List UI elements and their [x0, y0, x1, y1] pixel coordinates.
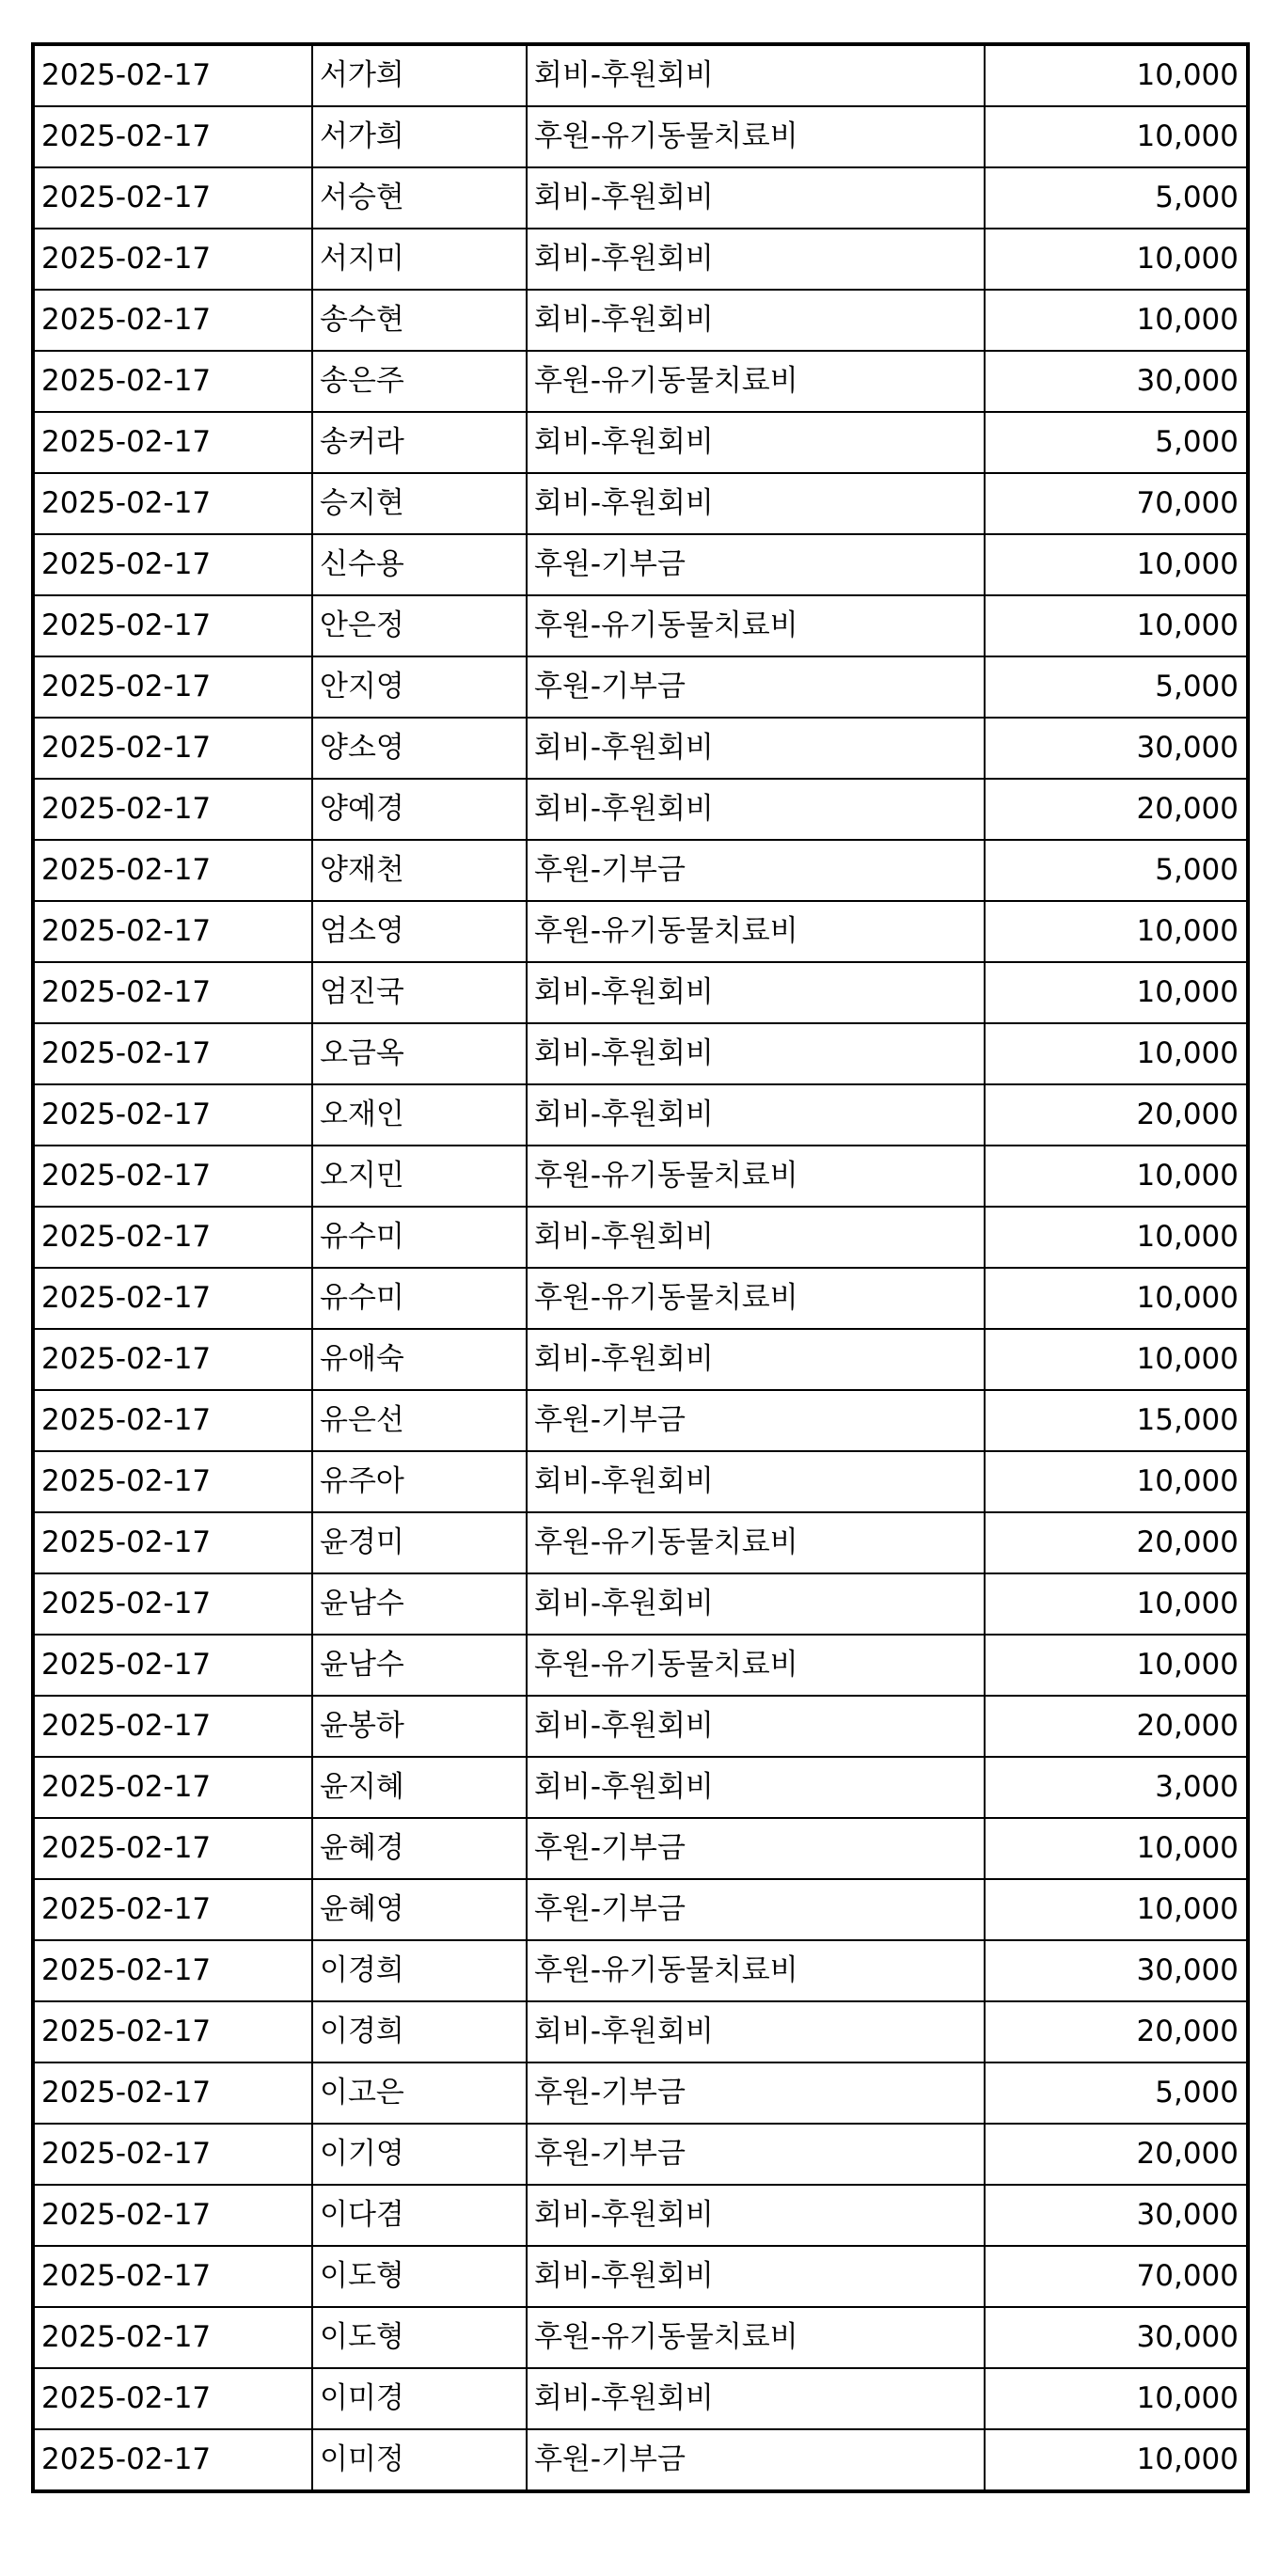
amount-cell: 15,000 [985, 1390, 1248, 1451]
amount-cell: 10,000 [985, 901, 1248, 962]
donor-name-cell: 양예경 [312, 779, 527, 840]
date-cell: 2025-02-17 [33, 1573, 312, 1635]
table-row [33, 1207, 1248, 1268]
category-cell: 회비-후원회비 [527, 1573, 985, 1635]
category-cell: 회비-후원회비 [527, 1329, 985, 1390]
amount-cell: 20,000 [985, 779, 1248, 840]
category-cell: 회비-후원회비 [527, 962, 985, 1023]
category-cell: 후원-기부금 [527, 2062, 985, 2124]
amount-cell: 5,000 [985, 2062, 1248, 2124]
date-cell: 2025-02-17 [33, 2368, 312, 2429]
category-cell: 회비-후원회비 [527, 1696, 985, 1757]
category-cell: 후원-기부금 [527, 1879, 985, 1940]
donor-name-cell: 이경희 [312, 2001, 527, 2062]
donor-name-cell: 윤혜경 [312, 1818, 527, 1879]
amount-cell: 10,000 [985, 1023, 1248, 1084]
date-cell: 2025-02-17 [33, 1696, 312, 1757]
category-cell: 회비-후원회비 [527, 2001, 985, 2062]
donor-name-cell: 서가희 [312, 44, 527, 106]
date-cell: 2025-02-17 [33, 1451, 312, 1512]
date-cell: 2025-02-17 [33, 44, 312, 106]
amount-cell: 10,000 [985, 1879, 1248, 1940]
donor-name-cell: 송은주 [312, 351, 527, 412]
date-cell: 2025-02-17 [33, 718, 312, 779]
donor-name-cell: 서가희 [312, 106, 527, 167]
amount-cell: 20,000 [985, 2124, 1248, 2185]
donor-name-cell: 엄진국 [312, 962, 527, 1023]
donor-name-cell: 유은선 [312, 1390, 527, 1451]
donor-name-cell: 오재인 [312, 1084, 527, 1146]
table-row [33, 1146, 1248, 1207]
table-row [33, 2307, 1248, 2368]
donor-name-cell: 윤남수 [312, 1635, 527, 1696]
date-cell: 2025-02-17 [33, 229, 312, 290]
amount-cell: 70,000 [985, 473, 1248, 534]
amount-cell: 10,000 [985, 1818, 1248, 1879]
table-row [33, 412, 1248, 473]
amount-cell: 3,000 [985, 1757, 1248, 1818]
table-row [33, 1329, 1248, 1390]
category-cell: 후원-기부금 [527, 840, 985, 901]
date-cell: 2025-02-17 [33, 1512, 312, 1573]
donor-name-cell: 윤남수 [312, 1573, 527, 1635]
category-cell: 회비-후원회비 [527, 2368, 985, 2429]
donation-ledger-table [31, 42, 1250, 2493]
table-row [33, 2429, 1248, 2491]
date-cell: 2025-02-17 [33, 595, 312, 656]
category-cell: 후원-유기동물치료비 [527, 1940, 985, 2001]
category-cell: 회비-후원회비 [527, 1084, 985, 1146]
category-cell: 후원-기부금 [527, 656, 985, 718]
date-cell: 2025-02-17 [33, 1146, 312, 1207]
category-cell: 후원-유기동물치료비 [527, 1146, 985, 1207]
category-cell: 후원-유기동물치료비 [527, 595, 985, 656]
donor-name-cell: 이다겸 [312, 2185, 527, 2246]
amount-cell: 10,000 [985, 2368, 1248, 2429]
amount-cell: 20,000 [985, 1512, 1248, 1573]
amount-cell: 10,000 [985, 2429, 1248, 2491]
category-cell: 후원-유기동물치료비 [527, 1268, 985, 1329]
donor-name-cell: 승지현 [312, 473, 527, 534]
table-row [33, 44, 1248, 106]
donor-name-cell: 이도형 [312, 2246, 527, 2307]
date-cell: 2025-02-17 [33, 656, 312, 718]
table-row [33, 106, 1248, 167]
date-cell: 2025-02-17 [33, 290, 312, 351]
donor-name-cell: 유수미 [312, 1268, 527, 1329]
table-row [33, 2001, 1248, 2062]
category-cell: 후원-유기동물치료비 [527, 351, 985, 412]
donor-name-cell: 이경희 [312, 1940, 527, 2001]
category-cell: 후원-유기동물치료비 [527, 1635, 985, 1696]
table-row [33, 595, 1248, 656]
category-cell: 후원-유기동물치료비 [527, 2307, 985, 2368]
donor-name-cell: 이도형 [312, 2307, 527, 2368]
amount-cell: 20,000 [985, 2001, 1248, 2062]
donor-name-cell: 엄소영 [312, 901, 527, 962]
donor-name-cell: 안은정 [312, 595, 527, 656]
table-row [33, 1818, 1248, 1879]
date-cell: 2025-02-17 [33, 473, 312, 534]
category-cell: 회비-후원회비 [527, 1023, 985, 1084]
donor-name-cell: 이미경 [312, 2368, 527, 2429]
date-cell: 2025-02-17 [33, 2185, 312, 2246]
date-cell: 2025-02-17 [33, 1635, 312, 1696]
donor-name-cell: 윤혜영 [312, 1879, 527, 1940]
table-row [33, 473, 1248, 534]
amount-cell: 10,000 [985, 1635, 1248, 1696]
amount-cell: 30,000 [985, 2307, 1248, 2368]
date-cell: 2025-02-17 [33, 1023, 312, 1084]
date-cell: 2025-02-17 [33, 1879, 312, 1940]
date-cell: 2025-02-17 [33, 1268, 312, 1329]
table-row [33, 1023, 1248, 1084]
date-cell: 2025-02-17 [33, 2062, 312, 2124]
amount-cell: 10,000 [985, 595, 1248, 656]
date-cell: 2025-02-17 [33, 1757, 312, 1818]
date-cell: 2025-02-17 [33, 1207, 312, 1268]
category-cell: 회비-후원회비 [527, 229, 985, 290]
donor-name-cell: 이고은 [312, 2062, 527, 2124]
category-cell: 회비-후원회비 [527, 167, 985, 229]
ledger-body [33, 44, 1248, 2491]
amount-cell: 30,000 [985, 1940, 1248, 2001]
amount-cell: 10,000 [985, 1207, 1248, 1268]
category-cell: 회비-후원회비 [527, 473, 985, 534]
table-row [33, 1696, 1248, 1757]
table-row [33, 2062, 1248, 2124]
donor-name-cell: 이기영 [312, 2124, 527, 2185]
table-row [33, 1879, 1248, 1940]
category-cell: 후원-기부금 [527, 1390, 985, 1451]
category-cell: 회비-후원회비 [527, 412, 985, 473]
amount-cell: 10,000 [985, 290, 1248, 351]
date-cell: 2025-02-17 [33, 106, 312, 167]
table-row [33, 840, 1248, 901]
table-row [33, 229, 1248, 290]
donor-name-cell: 윤경미 [312, 1512, 527, 1573]
table-row [33, 167, 1248, 229]
donor-name-cell: 송수현 [312, 290, 527, 351]
donor-name-cell: 유수미 [312, 1207, 527, 1268]
category-cell: 후원-유기동물치료비 [527, 901, 985, 962]
amount-cell: 10,000 [985, 1573, 1248, 1635]
donor-name-cell: 신수용 [312, 534, 527, 595]
amount-cell: 10,000 [985, 1146, 1248, 1207]
category-cell: 회비-후원회비 [527, 44, 985, 106]
category-cell: 회비-후원회비 [527, 1451, 985, 1512]
date-cell: 2025-02-17 [33, 2429, 312, 2491]
category-cell: 회비-후원회비 [527, 2185, 985, 2246]
table-row [33, 1940, 1248, 2001]
category-cell: 후원-기부금 [527, 2124, 985, 2185]
category-cell: 회비-후원회비 [527, 1757, 985, 1818]
amount-cell: 10,000 [985, 1451, 1248, 1512]
amount-cell: 70,000 [985, 2246, 1248, 2307]
amount-cell: 10,000 [985, 962, 1248, 1023]
table-row [33, 656, 1248, 718]
table-row [33, 779, 1248, 840]
donor-name-cell: 오금옥 [312, 1023, 527, 1084]
category-cell: 회비-후원회비 [527, 718, 985, 779]
amount-cell: 30,000 [985, 2185, 1248, 2246]
date-cell: 2025-02-17 [33, 1329, 312, 1390]
amount-cell: 30,000 [985, 718, 1248, 779]
amount-cell: 10,000 [985, 534, 1248, 595]
amount-cell: 20,000 [985, 1696, 1248, 1757]
donor-name-cell: 서지미 [312, 229, 527, 290]
table-row [33, 962, 1248, 1023]
donor-name-cell: 윤봉하 [312, 1696, 527, 1757]
date-cell: 2025-02-17 [33, 2124, 312, 2185]
table-row [33, 2368, 1248, 2429]
table-row [33, 1757, 1248, 1818]
table-row [33, 1512, 1248, 1573]
amount-cell: 5,000 [985, 412, 1248, 473]
amount-cell: 10,000 [985, 1329, 1248, 1390]
amount-cell: 10,000 [985, 229, 1248, 290]
date-cell: 2025-02-17 [33, 2001, 312, 2062]
date-cell: 2025-02-17 [33, 2307, 312, 2368]
amount-cell: 20,000 [985, 1084, 1248, 1146]
donor-name-cell: 안지영 [312, 656, 527, 718]
table-row [33, 2124, 1248, 2185]
category-cell: 후원-유기동물치료비 [527, 1512, 985, 1573]
date-cell: 2025-02-17 [33, 2246, 312, 2307]
category-cell: 회비-후원회비 [527, 779, 985, 840]
donor-name-cell: 유애숙 [312, 1329, 527, 1390]
date-cell: 2025-02-17 [33, 1084, 312, 1146]
amount-cell: 30,000 [985, 351, 1248, 412]
category-cell: 후원-기부금 [527, 534, 985, 595]
amount-cell: 10,000 [985, 106, 1248, 167]
date-cell: 2025-02-17 [33, 962, 312, 1023]
category-cell: 회비-후원회비 [527, 2246, 985, 2307]
amount-cell: 5,000 [985, 167, 1248, 229]
date-cell: 2025-02-17 [33, 1390, 312, 1451]
donor-name-cell: 양소영 [312, 718, 527, 779]
date-cell: 2025-02-17 [33, 351, 312, 412]
donor-name-cell: 윤지혜 [312, 1757, 527, 1818]
amount-cell: 5,000 [985, 656, 1248, 718]
donor-name-cell: 오지민 [312, 1146, 527, 1207]
table-row [33, 351, 1248, 412]
date-cell: 2025-02-17 [33, 1818, 312, 1879]
table-row [33, 1268, 1248, 1329]
category-cell: 후원-유기동물치료비 [527, 106, 985, 167]
amount-cell: 10,000 [985, 1268, 1248, 1329]
date-cell: 2025-02-17 [33, 1940, 312, 2001]
donor-name-cell: 서승현 [312, 167, 527, 229]
date-cell: 2025-02-17 [33, 840, 312, 901]
date-cell: 2025-02-17 [33, 779, 312, 840]
date-cell: 2025-02-17 [33, 167, 312, 229]
table-row [33, 2185, 1248, 2246]
category-cell: 후원-기부금 [527, 1818, 985, 1879]
table-row [33, 1084, 1248, 1146]
table-row [33, 2246, 1248, 2307]
category-cell: 회비-후원회비 [527, 290, 985, 351]
donor-name-cell: 이미정 [312, 2429, 527, 2491]
table-row [33, 1635, 1248, 1696]
date-cell: 2025-02-17 [33, 534, 312, 595]
table-row [33, 718, 1248, 779]
donor-name-cell: 송커라 [312, 412, 527, 473]
donor-name-cell: 양재천 [312, 840, 527, 901]
date-cell: 2025-02-17 [33, 901, 312, 962]
table-row [33, 1451, 1248, 1512]
table-row [33, 290, 1248, 351]
category-cell: 후원-기부금 [527, 2429, 985, 2491]
table-row [33, 901, 1248, 962]
category-cell: 회비-후원회비 [527, 1207, 985, 1268]
amount-cell: 10,000 [985, 44, 1248, 106]
table-row [33, 534, 1248, 595]
table-row [33, 1390, 1248, 1451]
table-row [33, 1573, 1248, 1635]
amount-cell: 5,000 [985, 840, 1248, 901]
date-cell: 2025-02-17 [33, 412, 312, 473]
donor-name-cell: 유주아 [312, 1451, 527, 1512]
